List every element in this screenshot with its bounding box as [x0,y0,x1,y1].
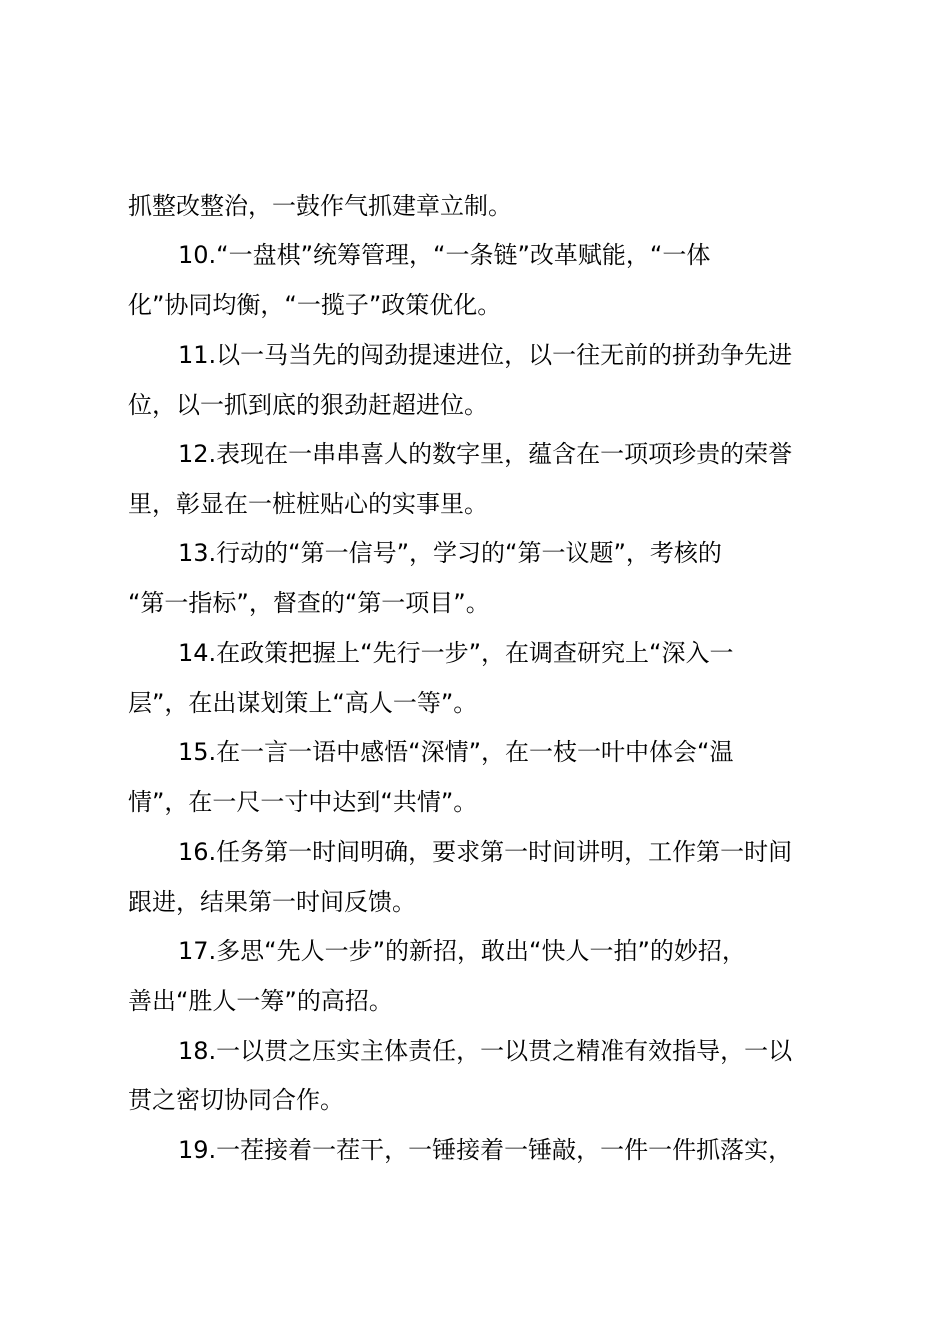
text-line-1: 抓整改整治，一鼓作气抓建章立制。 [128,192,512,220]
text-line-14: 16.任务第一时间明确，要求第一时间讲明，工作第一时间 [178,838,793,866]
text-line-5: 位，以一抓到底的狠劲赶超进位。 [128,391,488,419]
text-line-6: 12.表现在一串串喜人的数字里，蕴含在一项项珍贵的荣誉 [178,440,793,468]
text-line-10: 14.在政策把握上“先行一步”，在调查研究上“深入一 [178,639,734,667]
text-line-11: 层”，在出谋划策上“高人一等”。 [128,689,478,717]
text-line-18: 18.一以贯之压实主体责任，一以贯之精准有效指导，一以 [178,1037,793,1065]
text-line-19: 贯之密切协同合作。 [128,1086,344,1114]
text-line-13: 情”，在一尺一寸中达到“共情”。 [128,788,478,816]
text-line-2: 10.“一盘棋”统筹管理，“一条链”改革赋能，“一体 [178,241,711,269]
text-line-9: “第一指标”，督查的“第一项目”。 [128,589,490,617]
text-line-12: 15.在一言一语中感悟“深情”，在一枝一叶中体会“温 [178,738,734,766]
text-line-20: 19.一茬接着一茬干，一锤接着一锤敲，一件一件抓落实， [178,1136,793,1164]
text-line-8: 13.行动的“第一信号”，学习的“第一议题”，考核的 [178,539,722,567]
text-line-16: 17.多思“先人一步”的新招，敢出“快人一拍”的妙招， [178,937,746,965]
text-line-17: 善出“胜人一筹”的高招。 [128,987,393,1015]
text-line-3: 化”协同均衡，“一揽子”政策优化。 [128,291,502,319]
text-line-7: 里，彰显在一桩桩贴心的实事里。 [128,490,488,518]
text-line-15: 跟进，结果第一时间反馈。 [128,888,416,916]
text-line-4: 11.以一马当先的闯劲提速进位，以一往无前的拼劲争先进 [178,341,793,369]
